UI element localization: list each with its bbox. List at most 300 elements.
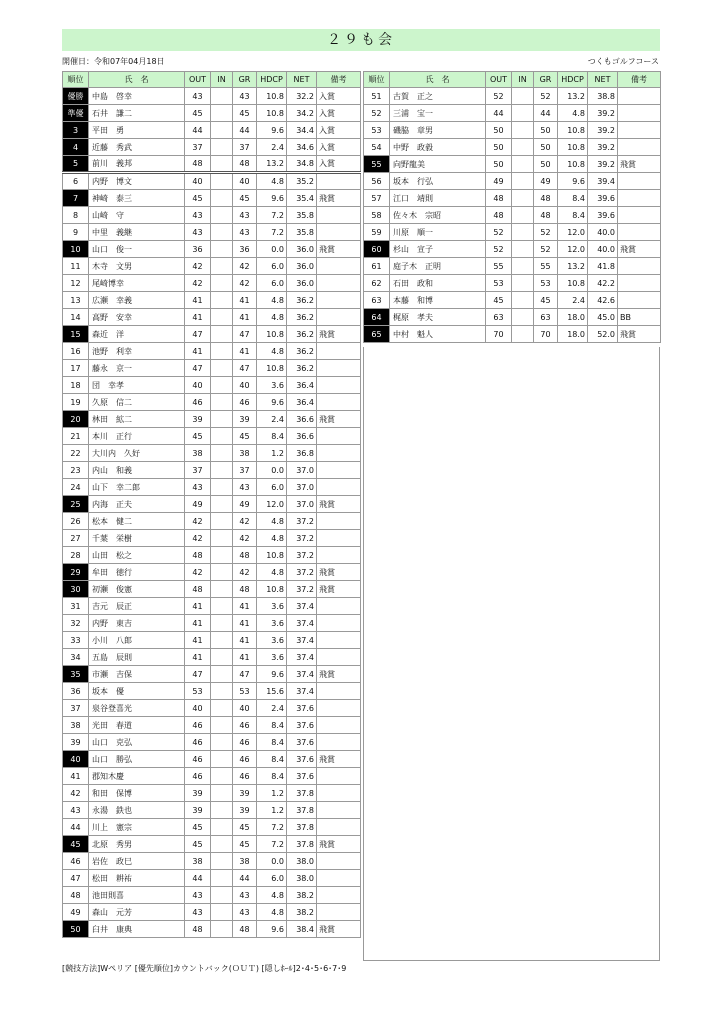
net-cell: 37.2 [287,547,317,564]
name-cell: 池田則喜 [89,887,185,904]
out-cell: 52 [486,241,512,258]
table-row [63,802,361,819]
note-cell [317,275,361,292]
hdcp-cell: 10.8 [257,326,287,343]
net-cell: 37.2 [287,530,317,547]
out-cell: 40 [185,700,211,717]
out-cell: 40 [185,173,211,190]
rank-cell: 26 [63,513,89,530]
gr-cell: 47 [233,326,257,343]
in-cell [211,649,233,666]
note-cell: 入賞 [317,88,361,105]
hdcp-cell: 10.8 [257,88,287,105]
rank-cell: 準優 [63,105,89,122]
gr-cell: 41 [233,649,257,666]
in-cell [211,275,233,292]
table-row [63,836,361,853]
out-cell: 47 [185,326,211,343]
note-cell: 入賞 [317,139,361,156]
hdcp-cell: 6.0 [257,870,287,887]
net-cell: 39.2 [588,122,618,139]
name-cell: 江口 靖則 [390,190,486,207]
in-cell [211,870,233,887]
net-cell: 39.6 [588,190,618,207]
gr-cell: 44 [233,122,257,139]
table-row [63,700,361,717]
net-cell: 37.2 [287,581,317,598]
note-cell [618,224,661,241]
note-cell [317,802,361,819]
note-cell [618,275,661,292]
in-cell [211,207,233,224]
header-out: OUT [185,72,211,88]
gr-cell: 45 [534,292,558,309]
header-name: 氏 名 [390,72,486,88]
in-cell [211,377,233,394]
out-cell: 48 [486,190,512,207]
rank-cell: 6 [63,173,89,190]
header-gr: GR [233,72,257,88]
gr-cell: 48 [233,547,257,564]
in-cell [211,564,233,581]
name-cell: 中島 啓幸 [89,88,185,105]
out-cell: 49 [185,496,211,513]
in-cell [211,173,233,190]
rank-cell: 48 [63,887,89,904]
note-cell [317,853,361,870]
table-row [364,224,661,241]
name-cell: 岩佐 政巳 [89,853,185,870]
in-cell [211,887,233,904]
hdcp-cell: 12.0 [558,241,588,258]
in-cell [512,292,534,309]
name-cell: 北原 秀男 [89,836,185,853]
net-cell: 36.4 [287,377,317,394]
in-cell [211,258,233,275]
name-cell: 木寺 文男 [89,258,185,275]
gr-cell: 42 [233,258,257,275]
table-row [63,513,361,530]
out-cell: 46 [185,768,211,785]
name-cell: 石田 政和 [390,275,486,292]
out-cell: 45 [185,836,211,853]
net-cell: 37.6 [287,768,317,785]
in-cell [211,360,233,377]
rank-cell: 64 [364,309,390,326]
net-cell: 38.4 [287,921,317,938]
name-cell: 久原 信二 [89,394,185,411]
rank-cell: 17 [63,360,89,377]
name-cell: 平田 勇 [89,122,185,139]
net-cell: 42.2 [588,275,618,292]
note-cell [618,139,661,156]
table-row [63,649,361,666]
out-cell: 43 [185,479,211,496]
table-row [63,751,361,768]
name-cell: 山口 勝弘 [89,751,185,768]
header-in: IN [512,72,534,88]
hdcp-cell: 8.4 [257,717,287,734]
hdcp-cell: 10.8 [257,360,287,377]
in-cell [512,190,534,207]
hdcp-cell: 7.2 [257,819,287,836]
table-row [63,190,361,207]
hdcp-cell: 13.2 [558,88,588,105]
note-cell [317,513,361,530]
name-cell: 古賀 正之 [390,88,486,105]
note-cell [618,292,661,309]
name-cell: 池野 利幸 [89,343,185,360]
table-row [63,241,361,258]
net-cell: 38.8 [588,88,618,105]
rank-cell: 52 [364,105,390,122]
rank-cell: 50 [63,921,89,938]
out-cell: 39 [185,802,211,819]
name-cell: 梶原 孝夫 [390,309,486,326]
hdcp-cell: 4.8 [257,292,287,309]
name-cell: 団 幸孝 [89,377,185,394]
out-cell: 52 [486,224,512,241]
gr-cell: 41 [233,343,257,360]
note-cell [317,530,361,547]
out-cell: 39 [185,785,211,802]
out-cell: 45 [185,819,211,836]
rank-cell: 65 [364,326,390,343]
name-cell: 坂本 行弘 [390,173,486,190]
net-cell: 38.2 [287,887,317,904]
table-row [63,666,361,683]
note-cell [317,258,361,275]
in-cell [512,309,534,326]
hdcp-cell: 3.6 [257,377,287,394]
hdcp-cell: 4.8 [257,530,287,547]
out-cell: 46 [185,717,211,734]
name-cell: 石井 謙二 [89,105,185,122]
note-cell [317,479,361,496]
note-cell [317,377,361,394]
table-row [63,598,361,615]
table-row [364,156,661,173]
net-cell: 35.2 [287,173,317,190]
rank-cell: 60 [364,241,390,258]
hdcp-cell: 8.4 [558,190,588,207]
rank-cell: 27 [63,530,89,547]
note-cell: 飛賞 [317,190,361,207]
gr-cell: 39 [233,802,257,819]
out-cell: 42 [185,513,211,530]
rank-cell: 9 [63,224,89,241]
out-cell: 41 [185,343,211,360]
net-cell: 36.0 [287,241,317,258]
out-cell: 39 [185,411,211,428]
name-cell: 杉山 宣子 [390,241,486,258]
rank-cell: 63 [364,292,390,309]
rank-cell: 34 [63,649,89,666]
net-cell: 37.6 [287,751,317,768]
hdcp-cell: 3.6 [257,649,287,666]
rank-cell: 14 [63,309,89,326]
name-cell: 千葉 栄樹 [89,530,185,547]
gr-cell: 39 [233,411,257,428]
gr-cell: 46 [233,394,257,411]
out-cell: 50 [486,156,512,173]
net-cell: 39.4 [588,173,618,190]
header-hdcp: HDCP [558,72,588,88]
in-cell [211,785,233,802]
gr-cell: 45 [233,819,257,836]
name-cell: 佐々木 宗昭 [390,207,486,224]
out-cell: 44 [185,122,211,139]
gr-cell: 47 [233,360,257,377]
gr-cell: 37 [233,139,257,156]
rank-cell: 42 [63,785,89,802]
out-cell: 48 [185,547,211,564]
out-cell: 38 [185,445,211,462]
net-cell: 37.8 [287,836,317,853]
table-row [63,921,361,938]
out-cell: 41 [185,309,211,326]
table-row [364,88,661,105]
gr-cell: 53 [233,683,257,700]
net-cell: 37.6 [287,734,317,751]
name-cell: 山田 松之 [89,547,185,564]
rank-cell: 57 [364,190,390,207]
gr-cell: 44 [534,105,558,122]
hdcp-cell: 8.4 [257,768,287,785]
rank-cell: 10 [63,241,89,258]
name-cell: 本藤 和博 [390,292,486,309]
gr-cell: 55 [534,258,558,275]
rank-cell: 35 [63,666,89,683]
gr-cell: 70 [534,326,558,343]
gr-cell: 39 [233,785,257,802]
rank-cell: 38 [63,717,89,734]
net-cell: 37.0 [287,479,317,496]
out-cell: 45 [486,292,512,309]
results-body-right [364,88,661,343]
in-cell [211,853,233,870]
rank-cell: 23 [63,462,89,479]
name-cell: 坂本 優 [89,683,185,700]
hdcp-cell: 3.6 [257,598,287,615]
hdcp-cell: 4.8 [257,513,287,530]
gr-cell: 53 [534,275,558,292]
rank-cell: 54 [364,139,390,156]
table-row [63,530,361,547]
gr-cell: 46 [233,751,257,768]
net-cell: 32.2 [287,88,317,105]
table-row [364,207,661,224]
name-cell: 内海 正夫 [89,496,185,513]
in-cell [211,802,233,819]
rank-cell: 24 [63,479,89,496]
hdcp-cell: 8.4 [257,428,287,445]
rank-cell: 32 [63,615,89,632]
out-cell: 50 [486,122,512,139]
gr-cell: 41 [233,598,257,615]
header-rank: 順位 [63,72,89,88]
gr-cell: 45 [233,428,257,445]
gr-cell: 42 [233,530,257,547]
table-row [63,411,361,428]
name-cell: 向野龍美 [390,156,486,173]
hdcp-cell: 10.8 [257,105,287,122]
footer-note: [競技方法]Wペリア [優先順位]カウントバック(ＯＵＴ) [隠しﾎｰﾙ]2･4･5･6･7･9 [62,964,347,973]
table-row [63,258,361,275]
out-cell: 43 [185,207,211,224]
note-cell [317,734,361,751]
hdcp-cell: 2.4 [558,292,588,309]
in-cell [512,122,534,139]
name-cell: 郡知木慶 [89,768,185,785]
note-cell [317,870,361,887]
rank-cell: 53 [364,122,390,139]
in-cell [211,411,233,428]
rank-cell: 3 [63,122,89,139]
in-cell [512,241,534,258]
gr-cell: 41 [233,292,257,309]
in-cell [512,173,534,190]
hdcp-cell: 8.4 [257,751,287,768]
in-cell [512,224,534,241]
name-cell: 牟田 徳行 [89,564,185,581]
net-cell: 38.0 [287,853,317,870]
note-cell [618,105,661,122]
out-cell: 41 [185,649,211,666]
name-cell: 前川 義邦 [89,156,185,173]
rank-cell: 45 [63,836,89,853]
out-cell: 52 [486,88,512,105]
gr-cell: 43 [233,887,257,904]
header-gr: GR [534,72,558,88]
table-row [63,156,361,173]
in-cell [211,700,233,717]
name-cell: 高野 安幸 [89,309,185,326]
hdcp-cell: 10.8 [257,581,287,598]
note-cell [317,598,361,615]
gr-cell: 37 [233,462,257,479]
name-cell: 川上 憲宗 [89,819,185,836]
rank-cell: 39 [63,734,89,751]
note-cell [618,173,661,190]
note-cell [317,887,361,904]
in-cell [211,904,233,921]
hdcp-cell: 12.0 [257,496,287,513]
net-cell: 36.4 [287,394,317,411]
name-cell: 山崎 守 [89,207,185,224]
name-cell: 内野 博文 [89,173,185,190]
table-row [63,428,361,445]
out-cell: 41 [185,615,211,632]
note-cell: 飛賞 [317,751,361,768]
rank-cell: 30 [63,581,89,598]
name-cell: 川原 順一 [390,224,486,241]
table-row [364,292,661,309]
net-cell: 39.2 [588,139,618,156]
out-cell: 43 [185,88,211,105]
hdcp-cell: 0.0 [257,462,287,479]
out-cell: 49 [486,173,512,190]
name-cell: 森近 洋 [89,326,185,343]
rank-cell: 62 [364,275,390,292]
gr-cell: 44 [233,870,257,887]
rank-cell: 37 [63,700,89,717]
in-cell [211,445,233,462]
note-cell [317,700,361,717]
in-cell [211,88,233,105]
out-cell: 43 [185,887,211,904]
note-cell [317,428,361,445]
gr-cell: 41 [233,632,257,649]
note-cell [317,768,361,785]
table-row [63,275,361,292]
gr-cell: 43 [233,88,257,105]
out-cell: 46 [185,734,211,751]
out-cell: 41 [185,292,211,309]
out-cell: 36 [185,241,211,258]
table-row [364,122,661,139]
net-cell: 36.2 [287,343,317,360]
rank-cell: 51 [364,88,390,105]
in-cell [211,394,233,411]
note-cell [618,190,661,207]
note-cell [618,122,661,139]
rank-cell: 21 [63,428,89,445]
rank-cell: 15 [63,326,89,343]
in-cell [211,836,233,853]
net-cell: 36.6 [287,428,317,445]
hdcp-cell: 10.8 [558,122,588,139]
rank-cell: 22 [63,445,89,462]
rank-cell: 12 [63,275,89,292]
gr-cell: 48 [534,190,558,207]
net-cell: 37.0 [287,496,317,513]
gr-cell: 40 [233,377,257,394]
in-cell [211,190,233,207]
name-cell: 永湯 鉄也 [89,802,185,819]
gr-cell: 38 [233,853,257,870]
gr-cell: 36 [233,241,257,258]
note-cell [317,547,361,564]
net-cell: 34.2 [287,105,317,122]
out-cell: 70 [486,326,512,343]
rank-cell: 36 [63,683,89,700]
note-cell [317,360,361,377]
table-row [63,853,361,870]
table-row [63,615,361,632]
name-cell: 山口 俊一 [89,241,185,258]
note-cell [317,904,361,921]
hdcp-cell: 7.2 [257,224,287,241]
header-in: IN [211,72,233,88]
rank-cell: 18 [63,377,89,394]
out-cell: 46 [185,394,211,411]
in-cell [211,224,233,241]
name-cell: 磯脇 章男 [390,122,486,139]
rank-cell: 13 [63,292,89,309]
out-cell: 42 [185,530,211,547]
hdcp-cell: 10.8 [558,156,588,173]
note-cell: 飛賞 [317,411,361,428]
in-cell [211,156,233,173]
net-cell: 37.4 [287,615,317,632]
hdcp-cell: 3.6 [257,615,287,632]
net-cell: 37.4 [287,598,317,615]
gr-cell: 45 [233,105,257,122]
in-cell [211,309,233,326]
hdcp-cell: 1.2 [257,785,287,802]
note-cell [317,445,361,462]
